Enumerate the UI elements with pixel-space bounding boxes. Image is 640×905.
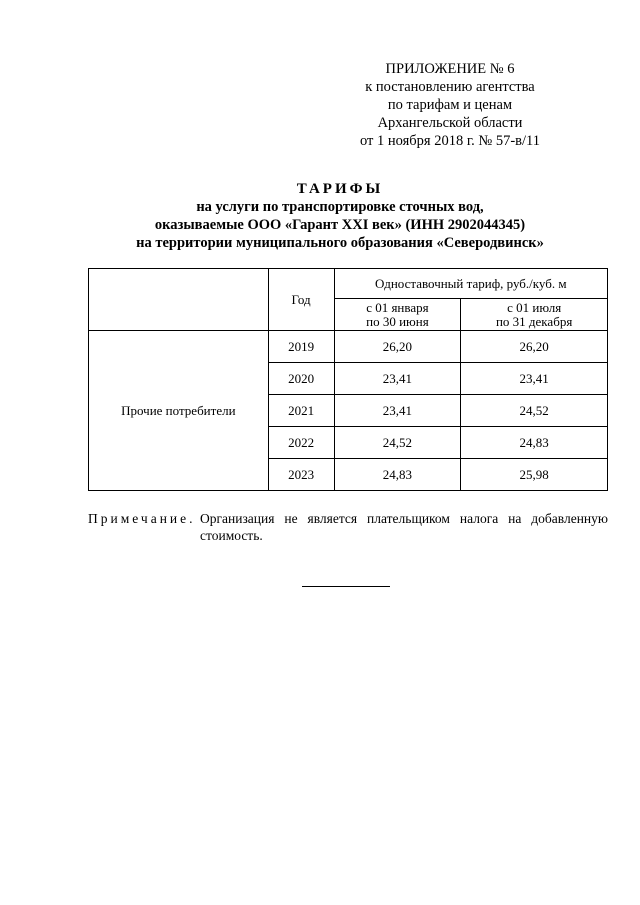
- tariff-period2-cell: 24,83: [461, 427, 608, 459]
- tariff-period1-cell: 23,41: [334, 363, 461, 395]
- category-cell: Прочие потребители: [89, 331, 269, 491]
- tariff-period1-cell: 24,52: [334, 427, 461, 459]
- document-title: [60, 180, 620, 252]
- table-row: [89, 331, 608, 363]
- period1-line1: с 01 января: [366, 299, 429, 315]
- year-cell: 2023: [268, 459, 334, 491]
- appendix-line: от 1 ноября 2018 г. № 57-в/11: [359, 133, 541, 149]
- title-line: на услуги по транспортировке сточных вод,: [196, 199, 484, 215]
- tariff-table: [88, 268, 608, 491]
- period2-line1: с 01 июля: [507, 299, 562, 315]
- year-cell: 2022: [268, 427, 334, 459]
- title-line: на территории муниципального образования «Северодвинск»: [136, 235, 544, 251]
- tariff-period1-cell: 24,83: [334, 459, 461, 491]
- year-header: Год: [268, 269, 334, 331]
- tariff-period2-cell: 26,20: [461, 331, 608, 363]
- tariff-period1-cell: 23,41: [334, 395, 461, 427]
- note-label: Примечание.: [88, 511, 196, 526]
- appendix-header: [330, 60, 570, 150]
- appendix-line: по тарифам и ценам: [387, 97, 513, 113]
- period2-header: [461, 299, 608, 331]
- note: [88, 510, 608, 544]
- year-cell: 2021: [268, 395, 334, 427]
- appendix-title: ПРИЛОЖЕНИЕ № 6: [385, 61, 515, 77]
- note-text: Организация не является плательщиком налога на добавленную стоимость.: [200, 511, 608, 543]
- period1-header: [334, 299, 461, 331]
- tariff-period2-cell: 25,98: [461, 459, 608, 491]
- divider-line: [302, 586, 390, 587]
- year-cell: 2020: [268, 363, 334, 395]
- title-main: ТАРИФЫ: [296, 181, 384, 197]
- period1-line2: по 30 июня: [366, 313, 429, 329]
- empty-header-cell: [89, 269, 269, 331]
- tariff-header: Одноставочный тариф, руб./куб. м: [334, 269, 607, 299]
- tariff-period2-cell: 24,52: [461, 395, 608, 427]
- appendix-line: Архангельской области: [377, 115, 523, 131]
- period2-line2: по 31 декабря: [495, 313, 573, 329]
- tariff-period1-cell: 26,20: [334, 331, 461, 363]
- appendix-line: к постановлению агентства: [365, 79, 535, 95]
- tariff-period2-cell: 23,41: [461, 363, 608, 395]
- year-cell: 2019: [268, 331, 334, 363]
- title-line: оказываемые ООО «Гарант XXI век» (ИНН 2902044345): [154, 217, 526, 233]
